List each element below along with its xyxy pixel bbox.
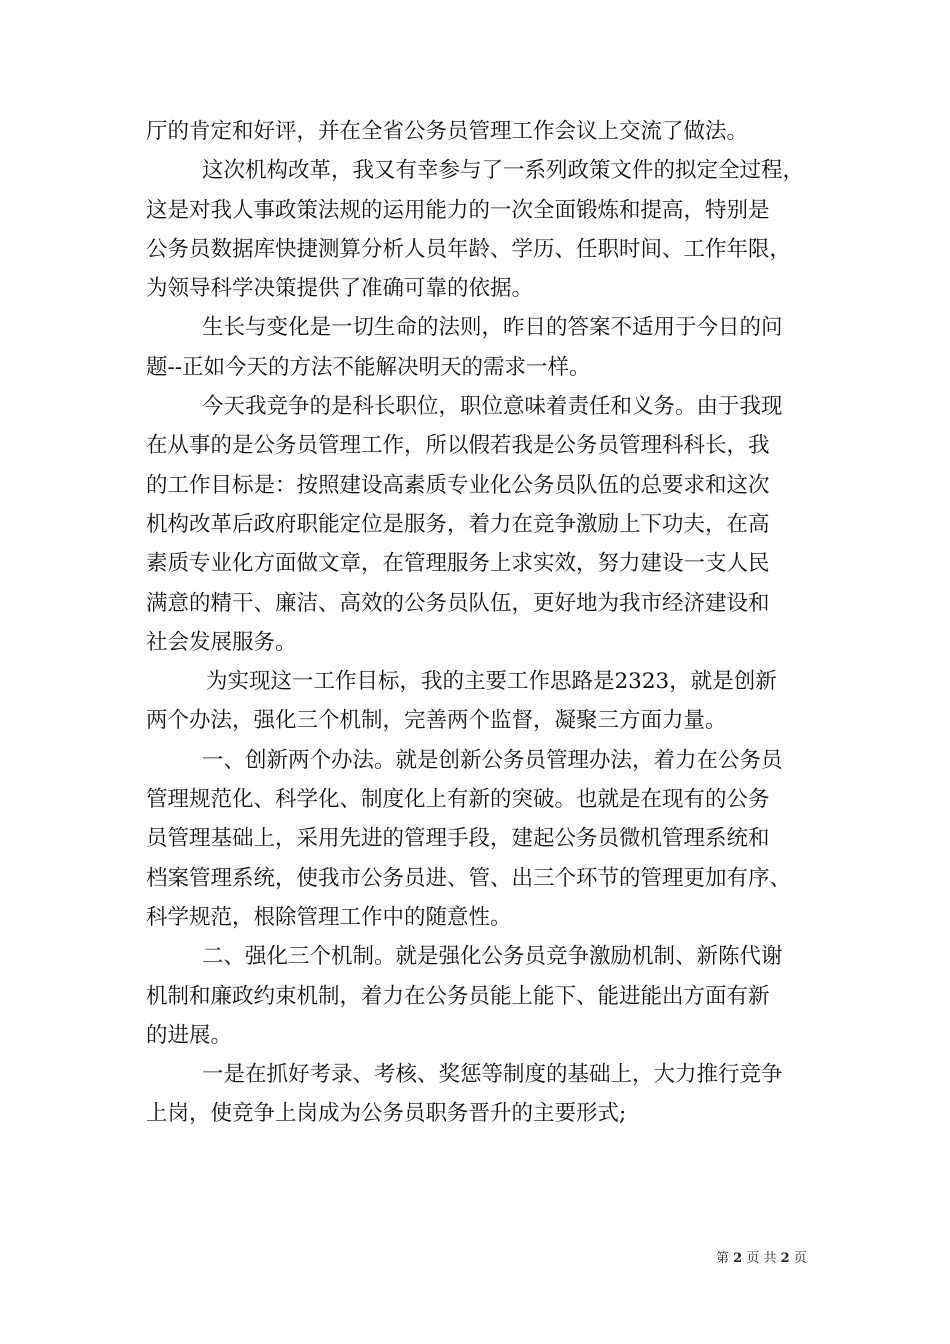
- text-line: 一是在抓好考录、考核、奖惩等制度的基础上，大力推行竞争: [202, 1062, 783, 1088]
- footer-suffix: 页: [793, 1251, 807, 1266]
- text-line: 这是对我人事政策法规的运用能力的一次全面锻炼和提高，特别是: [146, 197, 770, 223]
- text-line: 在从事的是公务员管理工作，所以假若我是公务员管理科科长，我: [146, 433, 770, 459]
- text-line: 二、强化三个机制。就是强化公务员竞争激励机制、新陈代谢: [202, 944, 783, 970]
- text-line: 公务员数据库快捷测算分析人员年龄、学历、任职时间、工作年限，: [146, 236, 792, 262]
- text-line: 的工作目标是：按照建设高素质专业化公务员队伍的总要求和这次: [146, 472, 770, 498]
- text-line: 科学规范，根除管理工作中的随意性。: [146, 904, 512, 930]
- text-line: 满意的精干、廉洁、高效的公务员队伍，更好地为我市经济建设和: [146, 590, 770, 616]
- text-line: 素质专业化方面做文章，在管理服务上求实效，努力建设一支人民: [146, 551, 770, 577]
- current-page-number: 2: [733, 1251, 743, 1266]
- text-line: 管理规范化、科学化、制度化上有新的突破。也就是在现有的公务: [146, 787, 770, 813]
- document-body: [146, 112, 808, 1134]
- text-line: 这次机构改革，我又有幸参与了一系列政策文件的拟定全过程，: [202, 158, 805, 184]
- footer-prefix: 第: [716, 1251, 730, 1266]
- text-line: 生长与变化是一切生命的法则，昨日的答案不适用于今日的问: [202, 315, 783, 341]
- text-line: 员管理基础上，采用先进的管理手段，建起公务员微机管理系统和: [146, 826, 770, 852]
- text-line: 厅的肯定和好评，并在全省公务员管理工作会议上交流了做法。: [146, 119, 749, 144]
- total-pages-number: 2: [780, 1251, 790, 1266]
- text-line: 一、创新两个办法。就是创新公务员管理办法，着力在公务员: [202, 747, 783, 773]
- text-line: 今天我竞争的是科长职位，职位意味着责任和义务。由于我现: [202, 394, 783, 420]
- text-line: 题--正如今天的方法不能解决明天的需求一样。: [146, 354, 591, 380]
- text-line: 上岗，使竞争上岗成为公务员职务晋升的主要形式;: [146, 1101, 627, 1127]
- text-line: 为领导科学决策提供了准确可靠的依据。: [146, 276, 534, 302]
- text-line: 档案管理系统，使我市公务员进、管、出三个环节的管理更加有序、: [146, 865, 792, 891]
- text-line: 机构改革后政府职能定位是服务，着力在竞争激励上下功夫，在高: [146, 511, 770, 537]
- text-line: 为实现这一工作目标，我的主要工作思路是2323，就是创新: [206, 669, 777, 695]
- text-line: 的进展。: [146, 1022, 233, 1048]
- text-line: 社会发展服务。: [146, 629, 297, 655]
- footer-middle: 页 共: [746, 1251, 777, 1266]
- text-line: 两个办法，强化三个机制，完善两个监督，凝聚三方面力量。: [146, 708, 727, 734]
- page-footer: [716, 1250, 807, 1268]
- text-line: 机制和廉政约束机制，着力在公务员能上能下、能进能出方面有新: [146, 983, 770, 1009]
